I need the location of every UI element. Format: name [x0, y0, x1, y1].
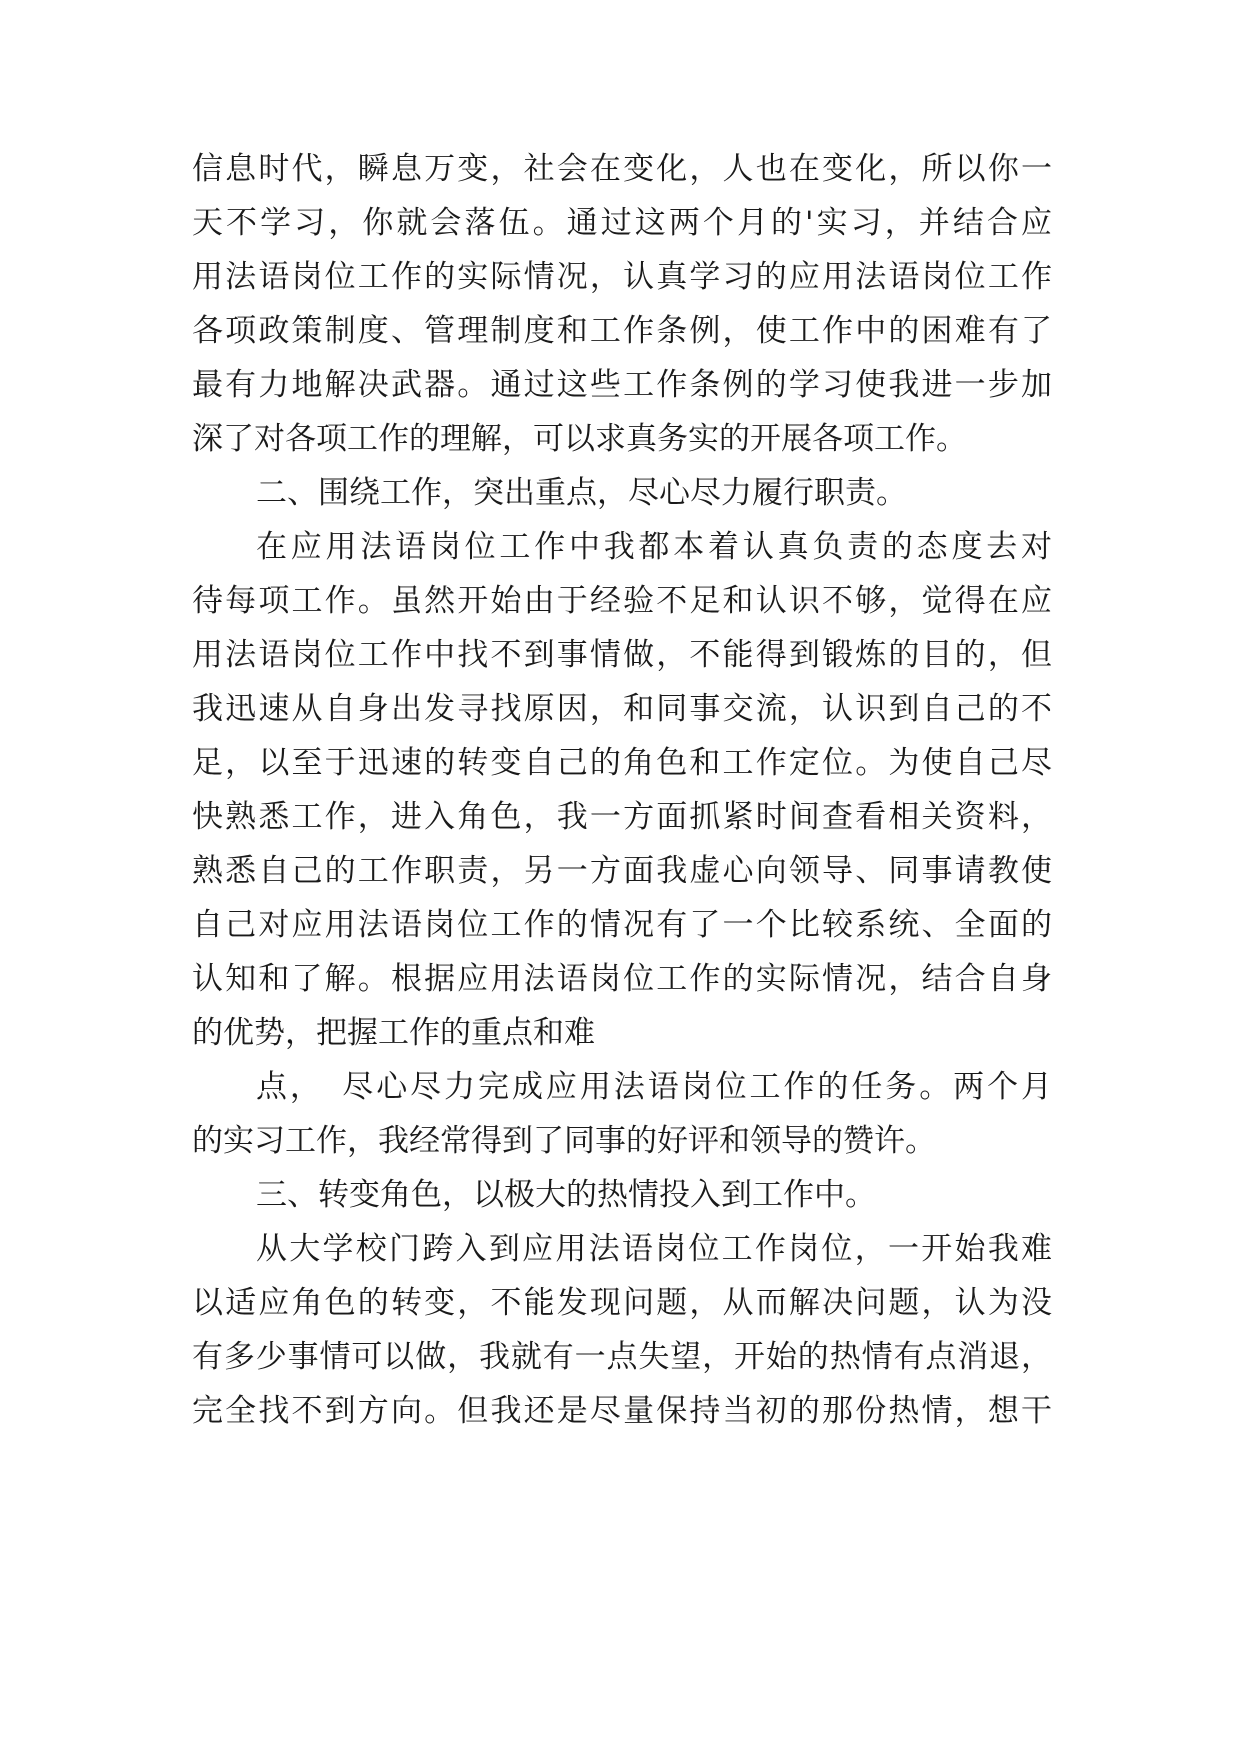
- text-line-3: 用法语岗位工作的实际情况，认真学习的应用法语岗位工作: [192, 259, 1052, 295]
- text-line-12: 足，以至于迅速的转变自己的角色和工作定位。为使自己尽: [192, 745, 1052, 781]
- text-line-13: 快熟悉工作，进入角色，我一方面抓紧时间查看相关资料，: [192, 799, 1052, 835]
- text-line-1: 信息时代，瞬息万变，社会在变化，人也在变化，所以你一: [192, 151, 1052, 187]
- text-line-15: 自己对应用法语岗位工作的情况有了一个比较系统、全面的: [192, 907, 1052, 943]
- text-line-2: 天不学习，你就会落伍。通过这两个月的'实习，并结合应: [192, 205, 1052, 241]
- text-line-6: 深了对各项工作的理解，可以求真务实的开展各项工作。: [192, 421, 967, 457]
- text-line-4: 各项政策制度、管理制度和工作条例，使工作中的困难有了: [192, 313, 1052, 349]
- text-line-16: 认知和了解。根据应用法语岗位工作的实际情况，结合自身: [192, 961, 1052, 997]
- section-heading-2: 二、围绕工作，突出重点，尽心尽力履行职责。: [256, 475, 907, 511]
- text-line-11: 我迅速从自身出发寻找原因，和同事交流，认识到自己的不: [192, 691, 1052, 727]
- text-line-23: 有多少事情可以做，我就有一点失望，开始的热情有点消退，: [192, 1339, 1052, 1375]
- text-line-5: 最有力地解决武器。通过这些工作条例的学习使我进一步加: [192, 367, 1052, 403]
- text-line-19: 的实习工作，我经常得到了同事的好评和领导的赞许。: [192, 1123, 936, 1159]
- text-line-24: 完全找不到方向。但我还是尽量保持当初的那份热情，想干: [192, 1393, 1052, 1429]
- text-line-10: 用法语岗位工作中找不到事情做，不能得到锻炼的目的，但: [192, 637, 1052, 673]
- text-line-14: 熟悉自己的工作职责，另一方面我虚心向领导、同事请教使: [192, 853, 1052, 889]
- text-line-22: 以适应角色的转变，不能发现问题，从而解决问题，认为没: [192, 1285, 1052, 1321]
- text-line-8: 在应用法语岗位工作中我都本着认真负责的态度去对: [256, 529, 1052, 565]
- text-line-17: 的优势，把握工作的重点和难: [192, 1015, 595, 1051]
- section-heading-3: 三、转变角色，以极大的热情投入到工作中。: [256, 1177, 876, 1213]
- text-line-9: 待每项工作。虽然开始由于经验不足和认识不够，觉得在应: [192, 583, 1052, 619]
- text-line-18: 点， 尽心尽力完成应用法语岗位工作的任务。两个月: [256, 1069, 1052, 1105]
- text-line-21: 从大学校门跨入到应用法语岗位工作岗位，一开始我难: [256, 1231, 1052, 1267]
